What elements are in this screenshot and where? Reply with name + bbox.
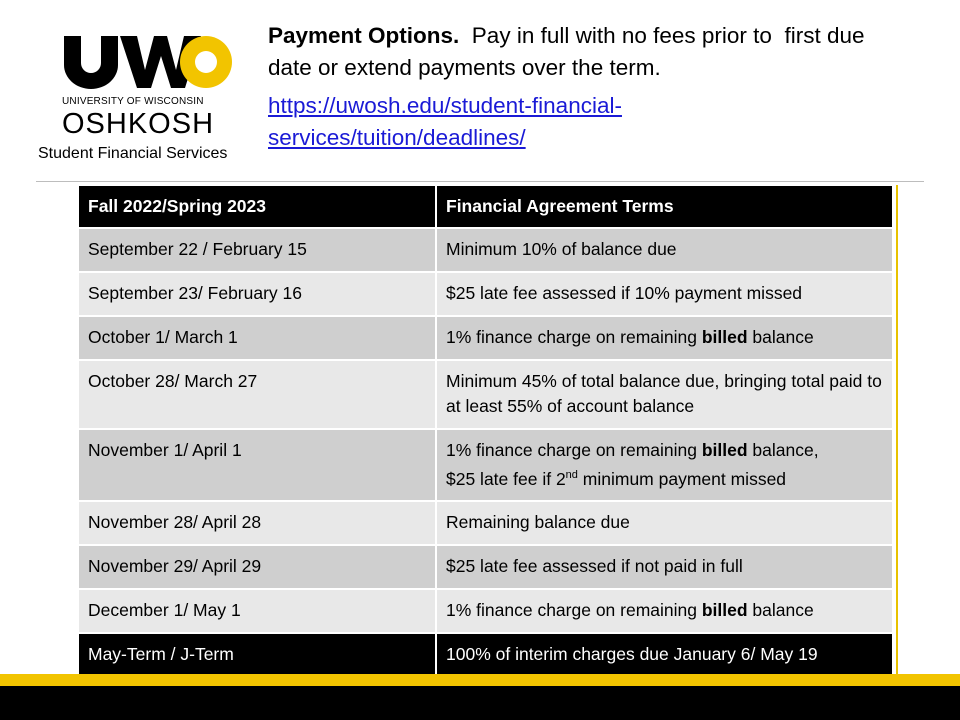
term-text: 1% finance charge on remaining <box>446 599 702 620</box>
payment-schedule-table <box>75 182 896 680</box>
term-text: balance <box>747 327 814 347</box>
term-text: minimum payment missed <box>577 468 787 489</box>
table-row <box>78 429 893 501</box>
row-date: September 22 / February 15 <box>78 228 436 272</box>
row-term: Remaining balance due <box>436 501 893 545</box>
heading-text: Pay in full with no fees prior to first due date or extend payments over the term. <box>268 23 871 80</box>
row-date: November 28/ April 28 <box>78 501 436 545</box>
row-date: May-Term / J-Term <box>78 633 436 677</box>
logo-university-name: UNIVERSITY OF WISCONSIN <box>62 96 204 107</box>
row-term: Minimum 45% of total balance due, bringing total paid to at least 55% of account balance <box>436 360 893 429</box>
logo-department: Student Financial Services <box>38 145 228 162</box>
table-row <box>78 545 893 589</box>
term-bold: billed <box>701 440 748 460</box>
row-date: December 1/ May 1 <box>78 589 436 633</box>
row-date: October 1/ March 1 <box>78 316 436 360</box>
heading-lead: Payment Options. <box>268 23 460 48</box>
column-header-term: Fall 2022/Spring 2023 <box>78 185 436 228</box>
table-row <box>78 360 893 429</box>
footer-black-bar <box>0 686 960 720</box>
term-bold: billed <box>701 327 748 347</box>
term-text: 1% finance charge on remaining <box>446 327 702 347</box>
row-term: $25 late fee assessed if 10% payment missed <box>436 272 893 316</box>
row-term <box>436 429 893 501</box>
deadlines-link-line1: https://uwosh.edu/student-financial- <box>268 93 622 118</box>
row-term: 100% of interim charges due January 6/ May 19 <box>436 633 893 677</box>
table-row <box>78 501 893 545</box>
deadlines-link-line2: services/tuition/deadlines/ <box>268 125 526 150</box>
table-row <box>78 589 893 633</box>
term-superscript: nd <box>565 469 578 481</box>
row-date: September 23/ February 16 <box>78 272 436 316</box>
logo-city-name: OSHKOSH <box>62 108 215 140</box>
term-text: 1% finance charge on remaining <box>446 440 702 460</box>
table-header-row <box>78 185 893 228</box>
column-header-agreement: Financial Agreement Terms <box>436 185 893 228</box>
table-row <box>78 272 893 316</box>
table-row <box>78 228 893 272</box>
row-term <box>436 589 893 633</box>
payment-options-heading <box>268 20 908 84</box>
uwo-logo-mark <box>62 34 232 90</box>
row-date: October 28/ March 27 <box>78 360 436 429</box>
row-date: November 29/ April 29 <box>78 545 436 589</box>
term-bold: billed <box>701 599 748 620</box>
term-text: balance <box>747 599 814 620</box>
row-date: November 1/ April 1 <box>78 429 436 501</box>
row-term: Minimum 10% of balance due <box>436 228 893 272</box>
term-text: $25 late fee if 2 <box>446 468 566 489</box>
term-text: balance, <box>747 440 819 460</box>
row-term <box>436 316 893 360</box>
footer-gold-bar <box>0 674 960 686</box>
table-row <box>78 316 893 360</box>
table-footer-row <box>78 633 893 677</box>
row-term: $25 late fee assessed if not paid in full <box>436 545 893 589</box>
deadlines-link[interactable] <box>268 90 828 154</box>
